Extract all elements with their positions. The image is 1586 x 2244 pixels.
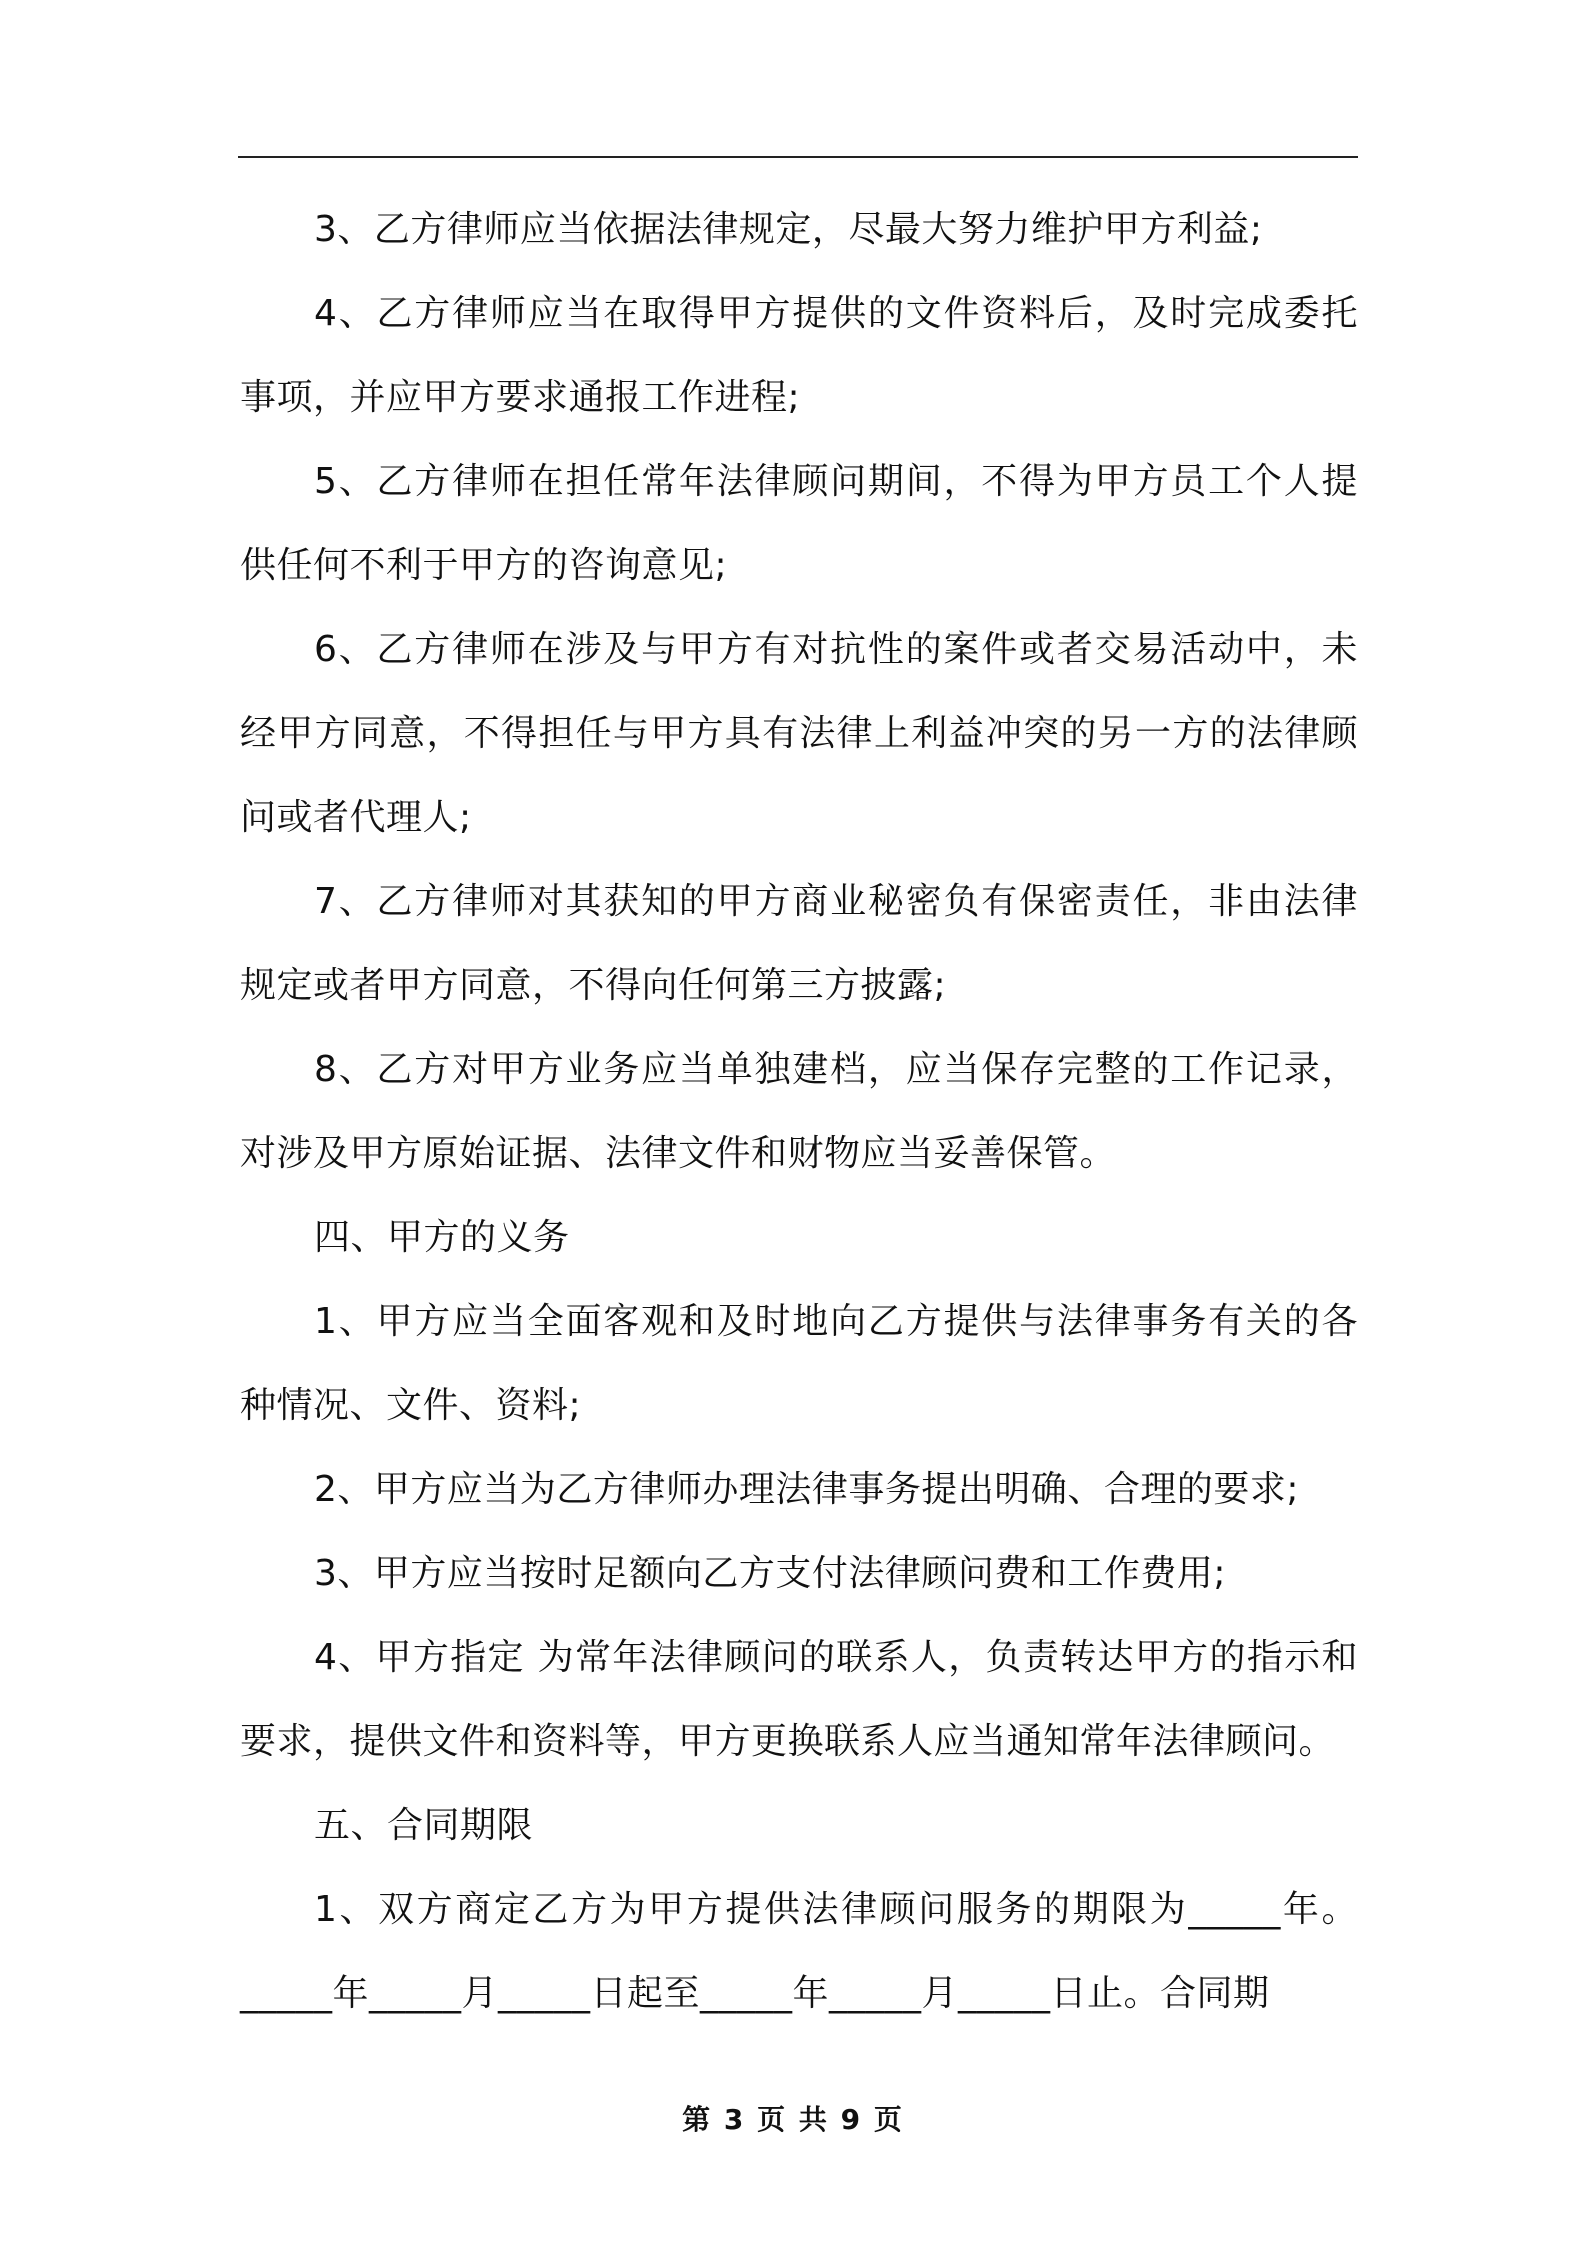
paragraph-clause-4: 4、乙方律师应当在取得甲方提供的文件资料后，及时完成委托事项，并应甲方要求通报工作进程;	[240, 293, 1358, 418]
paragraph-a-clause-3: 3、甲方应当按时足额向乙方支付法律顾问费和工作费用;	[314, 1553, 1227, 1594]
document-body	[240, 188, 1358, 2036]
paragraph-a-clause-1: 1、甲方应当全面客观和及时地向乙方提供与法律事务有关的各种情况、文件、资料;	[240, 1301, 1358, 1426]
section-heading-contract-term: 五、合同期限	[314, 1805, 534, 1846]
header-rule	[238, 156, 1358, 158]
paragraph-clause-7: 7、乙方律师对其获知的甲方商业秘密负有保密责任，非由法律规定或者甲方同意，不得向任何第三方披露;	[240, 881, 1358, 1006]
paragraph-term-clause-1: 1、双方商定乙方为甲方提供法律顾问服务的期限为_____年。_____年_____月_____日起至_____年_____月_____日止。合同期	[240, 1889, 1358, 2014]
paragraph-clause-8: 8、乙方对甲方业务应当单独建档，应当保存完整的工作记录，对涉及甲方原始证据、法律文件和财物应当妥善保管。	[240, 1049, 1358, 1174]
paragraph-clause-3: 3、乙方律师应当依据法律规定，尽最大努力维护甲方利益;	[314, 209, 1263, 250]
paragraph-a-clause-4: 4、甲方指定 为常年法律顾问的联系人，负责转达甲方的指示和要求，提供文件和资料等，甲方更换联系人应当通知常年法律顾问。	[240, 1637, 1358, 1762]
paragraph-a-clause-2: 2、甲方应当为乙方律师办理法律事务提出明确、合理的要求;	[314, 1469, 1300, 1510]
paragraph-clause-5: 5、乙方律师在担任常年法律顾问期间，不得为甲方员工个人提供任何不利于甲方的咨询意见;	[240, 461, 1358, 586]
section-heading-party-a-obligations: 四、甲方的义务	[314, 1217, 570, 1258]
page-number: 第 3 页 共 9 页	[682, 2103, 904, 2136]
paragraph-clause-6: 6、乙方律师在涉及与甲方有对抗性的案件或者交易活动中，未经甲方同意，不得担任与甲方具有法律上利益冲突的另一方的法律顾问或者代理人;	[240, 629, 1358, 838]
